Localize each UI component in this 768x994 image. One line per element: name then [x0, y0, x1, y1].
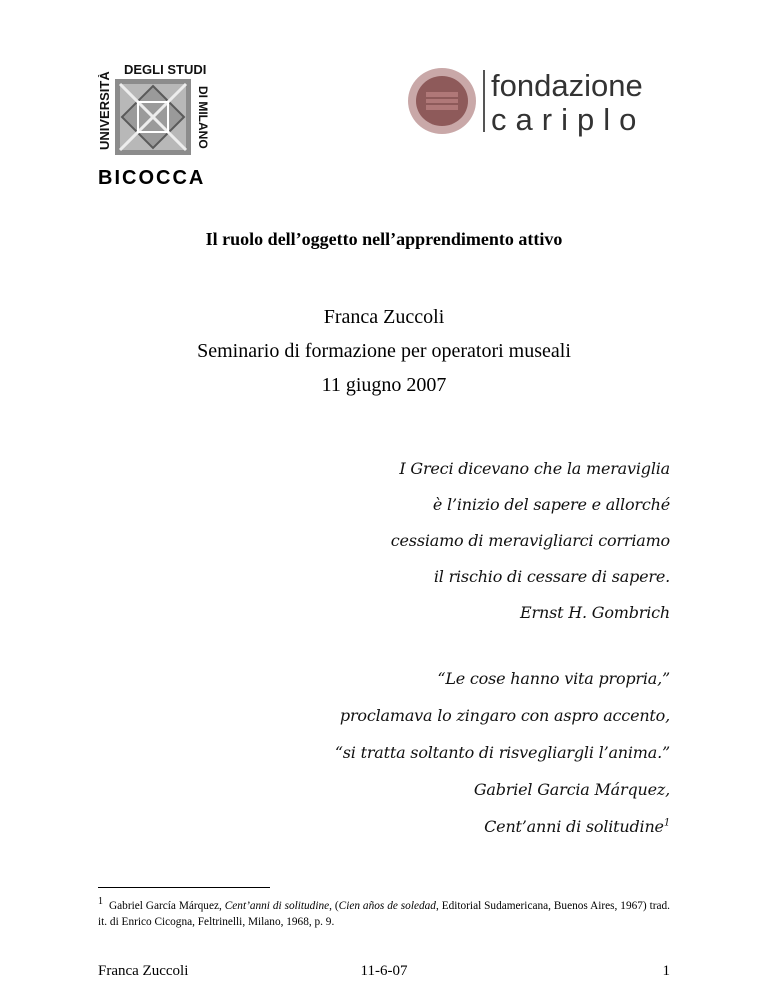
footer-author: Franca Zuccoli	[98, 963, 189, 979]
quote-attribution: Gabriel Garcia Márquez,	[473, 780, 670, 799]
quote-line: “Le cose hanno vita propria,”	[437, 669, 670, 688]
quote-line: proclamava lo zingaro con aspro accento,	[339, 706, 670, 725]
logo-cariplo-text: cariplo	[491, 102, 646, 137]
logo-right-text: DI MILANO	[196, 86, 210, 149]
footnote-reference[interactable]: 1	[663, 817, 670, 829]
quote-line: il rischio di cessare di sapere.	[433, 567, 670, 586]
logo-bottom-text: BICOCCA	[98, 167, 206, 186]
quote-line: è l’inizio del sapere e allorché	[432, 495, 670, 514]
footnote-title-es: Cien años de soledad	[338, 899, 436, 912]
footnote-separator-text: , (	[329, 899, 339, 912]
document-title: Il ruolo dell’oggetto nell’apprendimento attivo	[205, 229, 563, 249]
author-name: Franca Zuccoli	[323, 306, 445, 328]
footnote-number: 1	[98, 896, 103, 907]
page-number: 1	[662, 963, 670, 979]
quote-line: cessiamo di meravigliarci corriamo	[390, 531, 670, 550]
quote-attribution: Ernst H. Gombrich	[520, 603, 670, 622]
cariplo-logo	[406, 62, 696, 140]
logo-fondazione-text: fondazione	[491, 68, 643, 103]
quote-line: “si tratta soltanto di risvegliargli l’anima.”	[334, 743, 670, 762]
university-logo	[98, 62, 210, 186]
footnote-title-it: Cent’anni di solitudine	[224, 899, 330, 912]
footnote-rest: , Editorial Sudamericana, Buenos Aires, 1967) trad. it. di Enrico Cicogna, Feltrinelli, Milano, 1968, p. 9.	[98, 899, 670, 928]
seminar-name: Seminario di formazione per operatori museali	[197, 340, 571, 362]
logo-vertical-text: UNIVERSITÀ	[98, 71, 112, 150]
logo-top-text: DEGLI STUDI	[124, 62, 207, 77]
footnote	[98, 894, 670, 930]
footnote-author: Gabriel García Márquez,	[109, 899, 222, 912]
quote-work	[484, 817, 670, 836]
quote-work-title: Cent’anni di solitudine	[484, 817, 664, 836]
footnote-separator	[98, 887, 270, 888]
quote-line: I Greci dicevano che la meraviglia	[399, 459, 670, 478]
seminar-date: 11 giugno 2007	[321, 374, 447, 396]
footer-date: 11-6-07	[360, 963, 408, 979]
